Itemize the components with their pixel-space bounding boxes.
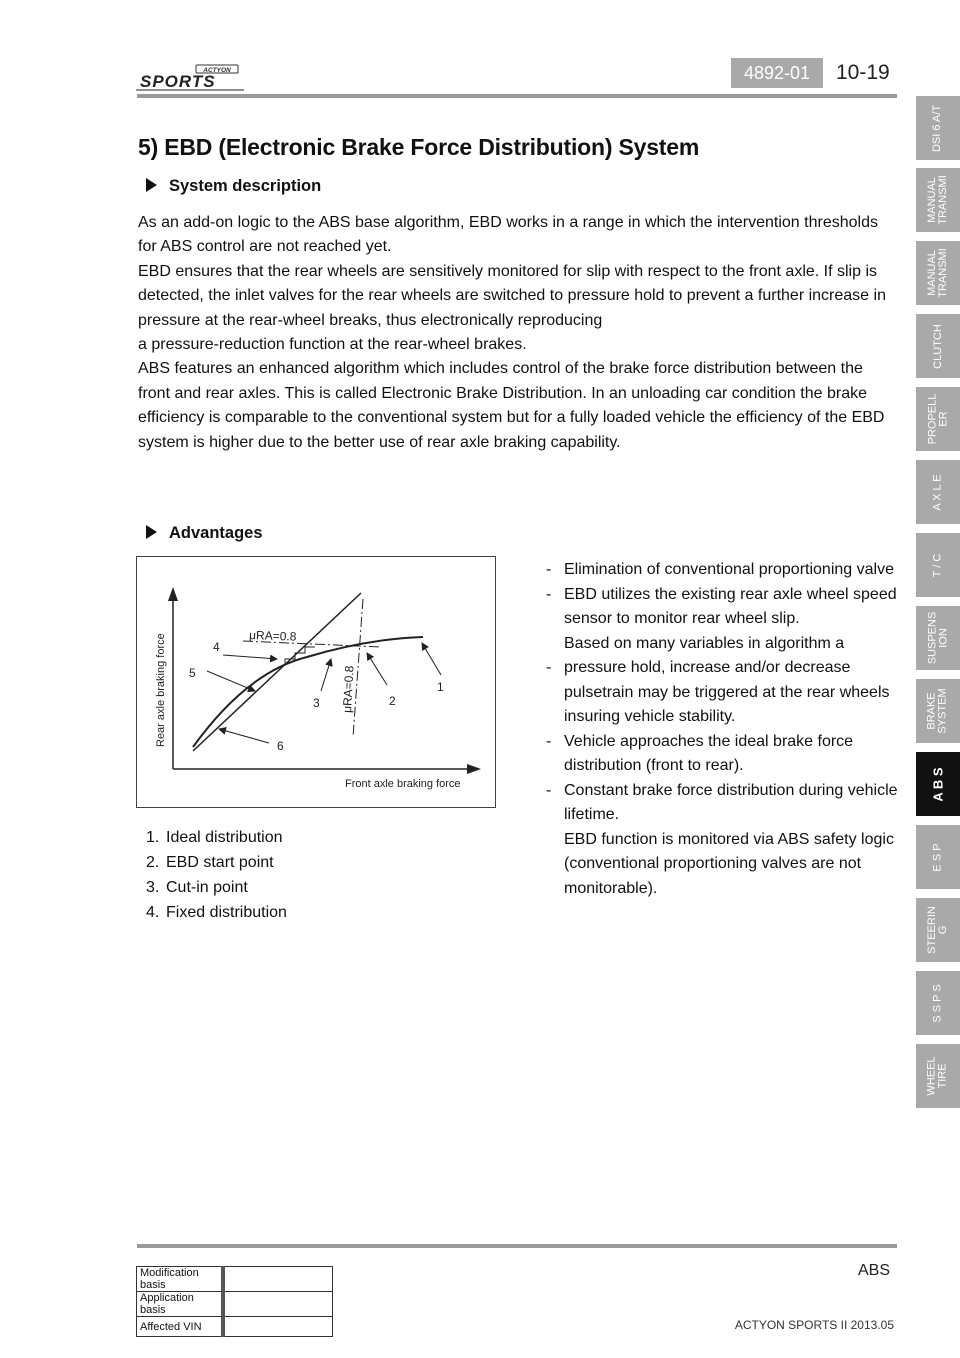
- system-description-heading: [146, 177, 321, 196]
- system-description-body: [138, 211, 898, 455]
- callout-arrow-3: [321, 659, 331, 691]
- table-row: Affected VIN: [137, 1317, 333, 1337]
- list-item: - Constant brake force distribution during vehicle lifetime. EBD function is monitored via ABS safety logic (conventional proportioning valves are not monitorable).: [546, 781, 898, 897]
- triangle-bullet-icon: [146, 178, 157, 192]
- legend-item: 4. Fixed distribution: [146, 904, 287, 921]
- callout-6: 6: [277, 739, 284, 753]
- paragraph: EBD ensures that the rear wheels are sensitively monitored for slip with respect to the front axle. If slip is detected, the inlet valves for the rear wheels are switched to pressure hold to prevent a further increase in pressure at the rear-wheel breaks, thus electronically reproducing: [138, 262, 886, 329]
- advantages-heading: [146, 524, 263, 543]
- list-item: - Elimination of conventional proportioning valve: [546, 561, 894, 578]
- basis-table: [136, 1266, 333, 1337]
- legend-item: 2. EBD start point: [146, 854, 274, 871]
- paragraph: As an add-on logic to the ABS base algorithm, EBD works in a range in which the intervention thresholds for ABS control are not reached yet.: [138, 214, 878, 256]
- callout-2: 2: [389, 694, 396, 708]
- tab-tc[interactable]: T / C: [916, 533, 960, 597]
- legend-item: 3. Cut-in point: [146, 879, 248, 896]
- x-axis-arrow-icon: [467, 764, 481, 774]
- tab-axle[interactable]: A X L E: [916, 460, 960, 524]
- tab-abs[interactable]: A B S: [916, 752, 960, 816]
- tab-esp[interactable]: E S P: [916, 825, 960, 889]
- triangle-bullet-icon: [146, 525, 157, 539]
- y-axis-arrow-icon: [168, 587, 178, 601]
- footer-section-name: ABS: [858, 1262, 891, 1279]
- svg-text:ACTYON: ACTYON: [203, 67, 231, 74]
- mu-vertical-label: μRA=0.8: [340, 665, 357, 714]
- advantages-label: Advantages: [169, 524, 263, 542]
- paragraph: ABS features an enhanced algorithm which includes control of the brake force distribution between the front and rear axles. This is called Electronic Brake Distribution. In an unloading car condition the brake efficiency is comparable to the conventional system but for a fully loaded vehicle the efficiency of the EBD system is higher due to the better use of rear axle braking capability.: [138, 360, 885, 451]
- ideal-distribution-curve: [193, 637, 423, 747]
- svg-text:SPORTS: SPORTS: [140, 72, 216, 91]
- footer-model-date: ACTYON SPORTS II 2013.05: [734, 1318, 894, 1332]
- header-divider: [137, 94, 897, 98]
- mu-horizontal-label: μRA=0.8: [248, 628, 297, 644]
- advantages-list: [546, 558, 906, 901]
- tab-manual-transmission-2[interactable]: MANUAL TRANSMI: [916, 241, 960, 305]
- x-axis-label: Front axle braking force: [345, 778, 461, 790]
- callout-arrow-1: [422, 643, 441, 675]
- tab-brake-system[interactable]: BRAKE SYSTEM: [916, 679, 960, 743]
- tab-clutch[interactable]: CLUTCH: [916, 314, 960, 378]
- y-axis-label: Rear axle braking force: [155, 633, 167, 747]
- page-number: 10-19: [836, 61, 890, 84]
- section-title: 5) EBD (Electronic Brake Force Distribution) System: [138, 134, 700, 160]
- tab-ssps[interactable]: S S P S: [916, 971, 960, 1035]
- paragraph: a pressure-reduction function at the rear-wheel brakes.: [138, 336, 527, 354]
- list-item: - EBD utilizes the existing rear axle wheel speed sensor to monitor rear wheel slip. Based on many variables in algorithm a: [546, 585, 897, 652]
- ebd-diagram: [136, 556, 496, 808]
- tab-steering[interactable]: STEERIN G: [916, 898, 960, 962]
- legend-item: 1. Ideal distribution: [146, 829, 283, 846]
- callout-arrow-2: [367, 653, 387, 685]
- list-item: - Vehicle approaches the ideal brake force distribution (front to rear).: [546, 732, 854, 774]
- callout-arrow-5: [207, 671, 255, 691]
- callout-4: 4: [213, 640, 220, 654]
- document-code-badge: 4892-01: [731, 58, 823, 88]
- system-description-label: System description: [169, 177, 322, 195]
- tab-wheel-tire[interactable]: WHEEL TIRE: [916, 1044, 960, 1108]
- tab-propeller[interactable]: PROPELL ER: [916, 387, 960, 451]
- ebd-diagram-figure: [137, 557, 495, 807]
- callout-1: 1: [437, 680, 444, 694]
- table-row: Application basis: [137, 1292, 333, 1317]
- footer-divider: [137, 1244, 897, 1248]
- callout-5: 5: [189, 666, 196, 680]
- actyon-sports-logo: [136, 62, 248, 92]
- tab-manual-transmission-1[interactable]: MANUAL TRANSMI: [916, 168, 960, 232]
- fixed-distribution-line: [193, 593, 361, 751]
- callout-arrow-4: [223, 655, 277, 659]
- diagram-legend: [146, 825, 287, 925]
- tab-dsi-6at[interactable]: DSI 6 A/T: [916, 96, 960, 160]
- callout-arrow-6: [219, 729, 269, 743]
- table-row: Modification basis: [137, 1267, 333, 1292]
- list-item: - pressure hold, increase and/or decrease pulsetrain may be triggered at the rear wheels insuring vehicle stability.: [546, 659, 890, 725]
- callout-3: 3: [313, 696, 320, 710]
- tab-suspension[interactable]: SUSPENS ION: [916, 606, 960, 670]
